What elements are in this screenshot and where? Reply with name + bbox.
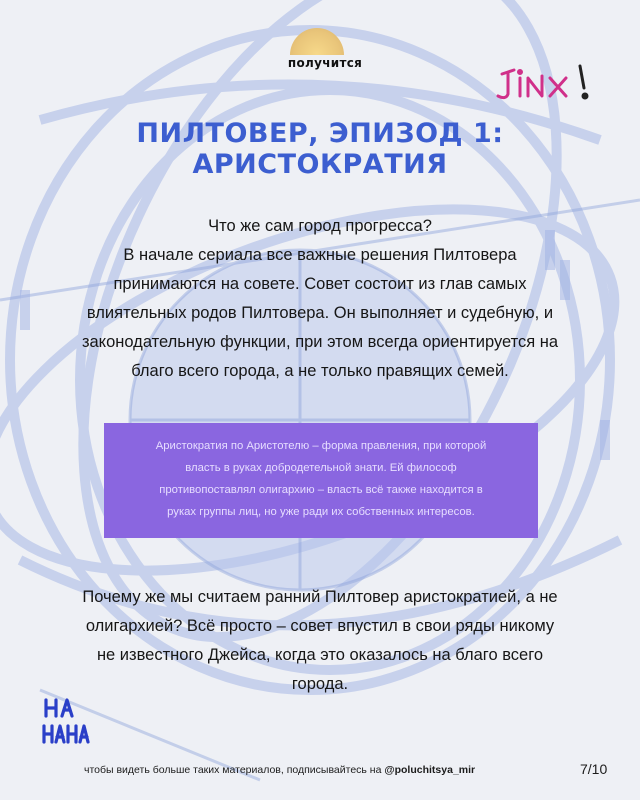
answer-line: Почему же мы считаем ранний Пилтовер аристократией, а не — [82, 588, 558, 606]
definition-line: Аристократия по Аристотелю – форма правления, при которой — [155, 440, 487, 452]
intro-line: Что же сам город прогресса? — [208, 217, 432, 235]
page-counter: 7/10 — [580, 761, 608, 777]
answer-line: олигархией? Всё просто – совет впустил в свои ряды никому — [85, 617, 555, 635]
social-handle-link[interactable]: @poluchitsya_mir — [384, 764, 476, 776]
title-line: ПИЛТОВЕР, ЭПИЗОД 1: — [136, 118, 504, 149]
intro-line: В начале сериала все важные решения Пилтовера — [123, 246, 517, 264]
intro-paragraph — [40, 212, 600, 386]
answer-line: не известного Джейса, когда это оказалось на благо всего — [96, 646, 544, 664]
brand-logo — [270, 28, 380, 68]
footer-text: чтобы видеть больше таких материалов, подписывайтесь на — [84, 764, 385, 776]
na-na-sticker-icon — [40, 694, 100, 746]
title-line: АРИСТОКРАТИЯ — [192, 149, 448, 180]
definition-box — [104, 423, 538, 538]
answer-line: города. — [291, 675, 349, 693]
answer-paragraph — [40, 583, 600, 699]
footer-cta — [84, 764, 564, 776]
intro-line: законодательную функции, при этом всегда ориентируется на — [81, 333, 559, 351]
definition-line: руках группы лиц, но уже ради их собственных интересов. — [167, 506, 475, 518]
sun-logo-icon — [290, 28, 344, 55]
jinx-sticker-icon — [492, 60, 602, 110]
logo-text: получится — [287, 56, 363, 70]
intro-line: благо всего города, а не только правящих семей. — [131, 362, 509, 380]
page-title — [0, 118, 640, 180]
definition-line: власть в руках добродетельной знати. Ей философ — [185, 462, 457, 474]
definition-line: противопоставлял олигархию – власть всё также находится в — [159, 484, 483, 496]
intro-line: принимаются на совете. Совет состоит из глав самых — [113, 275, 527, 293]
intro-line: влиятельных родов Пилтовера. Он выполняет и судебную, и — [86, 304, 554, 322]
